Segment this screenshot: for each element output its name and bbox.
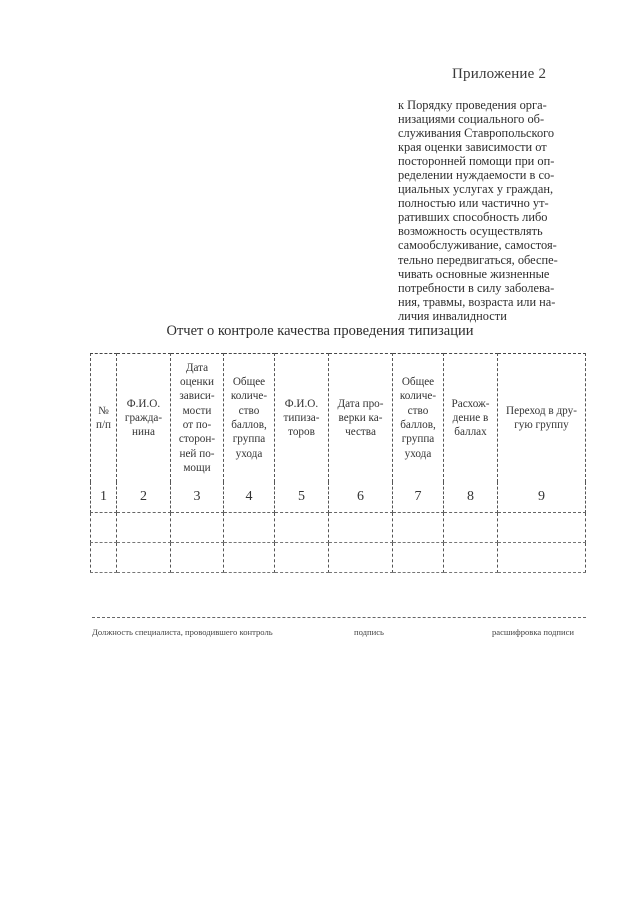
table-header-row: [91, 354, 586, 483]
signature-decryption-label: расшифровка подписи: [492, 627, 575, 637]
table-cell: [329, 543, 393, 573]
header-cell-number: № п/п: [91, 354, 117, 483]
column-number: 8: [444, 482, 498, 513]
table-cell: [117, 513, 171, 543]
header-cell-total-points-2: Общее количе- ство баллов, группа ухода: [393, 354, 444, 483]
signature-line: [92, 617, 586, 618]
column-number: 1: [91, 482, 117, 513]
appendix-title: Приложение 2: [452, 66, 547, 82]
table-cell: [498, 543, 586, 573]
table-cell: [498, 513, 586, 543]
table-cell: [224, 543, 275, 573]
header-cell-check-date: Дата про- верки ка- чества: [329, 354, 393, 483]
table-cell: [275, 543, 329, 573]
position-label: Должность специалиста, проводившего контроль: [92, 627, 273, 637]
column-number: 3: [171, 482, 224, 513]
column-number: 6: [329, 482, 393, 513]
table-cell: [117, 543, 171, 573]
report-table: [90, 353, 586, 573]
header-cell-citizen-name: Ф.И.О. гражда- нина: [117, 354, 171, 483]
column-number: 7: [393, 482, 444, 513]
column-number: 2: [117, 482, 171, 513]
table-cell: [91, 513, 117, 543]
header-cell-typifiers-name: Ф.И.О. типиза- торов: [275, 354, 329, 483]
table-cell: [275, 513, 329, 543]
table-row: [91, 543, 586, 573]
table-cell: [224, 513, 275, 543]
table-cell: [444, 513, 498, 543]
table-cell: [329, 513, 393, 543]
header-cell-assessment-date: Дата оценки зависи- мости от по- сторон- ней по- мощи: [171, 354, 224, 483]
column-number: 4: [224, 482, 275, 513]
table-row: [91, 513, 586, 543]
signature-label: подпись: [354, 627, 384, 637]
column-number: 9: [498, 482, 586, 513]
table-cell: [171, 513, 224, 543]
table-column-numbers-row: [91, 482, 586, 513]
appendix-description: к Порядку проведения орга- низациями социального об- служивания Ставропольского края оценки зависимости от посторонней помощи при оп- ределении нуждаемости в со- циальных услугах у граждан, полностью или частично ут- ративших способность либо возможность осуществлять самообслуживание, самостоя- тельно передвигаться, обеспе- чивать основные жизненные потребности в силу заболева- ния, травмы, возраста или на- личия инвалидности: [398, 98, 558, 323]
table-cell: [393, 543, 444, 573]
header-cell-group-transfer: Переход в дру- гую группу: [498, 354, 586, 483]
table-cell: [171, 543, 224, 573]
report-title: Отчет о контроле качества проведения типизации: [166, 323, 474, 339]
table-cell: [91, 543, 117, 573]
table-cell: [393, 513, 444, 543]
header-cell-total-points: Общее количе- ство баллов, группа ухода: [224, 354, 275, 483]
table-cell: [444, 543, 498, 573]
header-cell-discrepancy: Расхож- дение в баллах: [444, 354, 498, 483]
column-number: 5: [275, 482, 329, 513]
